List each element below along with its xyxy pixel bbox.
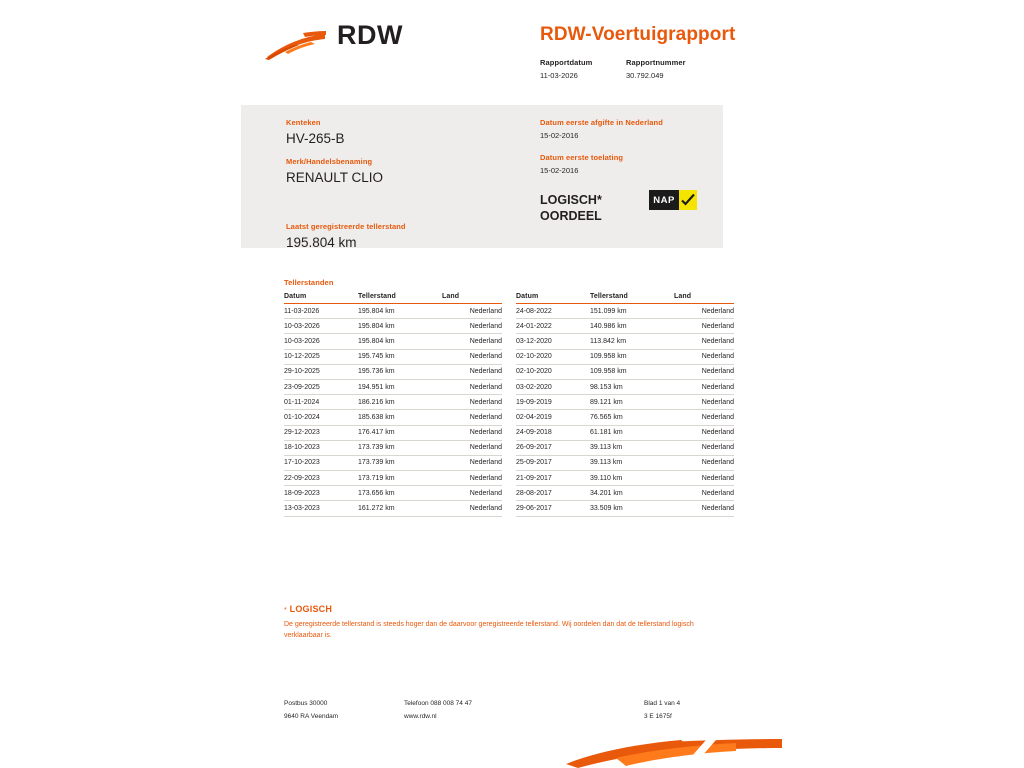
column-header-odometer: Tellerstand [590,293,674,304]
cell-country: Nederland [674,379,734,394]
column-header-country: Land [674,293,734,304]
summary-left-column [286,118,516,261]
footer-form-code: 3 E 1675f [644,713,672,720]
meta-label: Rapportdatum [540,58,593,67]
cell-date: 03-02-2020 [516,379,590,394]
footer-address-line-2: 9640 RA Veendam [284,713,339,720]
table-header-row [516,293,734,304]
cell-date: 18-10-2023 [284,440,358,455]
cell-odometer: 161.272 km [358,501,442,516]
cell-date: 19-09-2019 [516,395,590,410]
cell-odometer: 109.958 km [590,349,674,364]
cell-odometer: 195.804 km [358,319,442,334]
cell-country: Nederland [674,334,734,349]
cell-odometer: 39.113 km [590,440,674,455]
cell-country: Nederland [442,349,502,364]
cell-date: 23-09-2025 [284,379,358,394]
cell-date: 26-09-2017 [516,440,590,455]
cell-odometer: 33.509 km [590,501,674,516]
rdw-logo [265,20,403,64]
cell-odometer: 34.201 km [590,486,674,501]
footnote-text: De geregistreerde tellerstand is steeds hoger dan de daarvoor geregistreerde tellerstand. Wij oordelen dan dat de tellerstand logisch verklaarbaar is. [284,621,694,639]
cell-odometer: 195.804 km [358,334,442,349]
table-row [516,425,734,440]
cell-odometer: 173.719 km [358,471,442,486]
cell-country: Nederland [674,440,734,455]
cell-country: Nederland [442,395,502,410]
table-row [516,364,734,379]
table-row [516,395,734,410]
cell-date: 29-12-2023 [284,425,358,440]
column-header-odometer: Tellerstand [358,293,442,304]
cell-date: 21-09-2017 [516,471,590,486]
first-admission-label: Datum eerste toelating [540,153,624,162]
cell-country: Nederland [442,334,502,349]
footer-address-line-1: Postbus 30000 [284,700,328,707]
table-row [284,455,502,470]
footnote-block [284,604,714,642]
table-row [516,379,734,394]
cell-country: Nederland [442,486,502,501]
cell-country: Nederland [442,425,502,440]
rdw-swoosh-footer-icon [556,738,786,768]
footer-page-number: Blad 1 van 4 [644,700,681,707]
table-row [516,349,734,364]
first-issue-nl-label: Datum eerste afgifte in Nederland [540,118,663,127]
footer-row [284,700,734,707]
meta-value: 30.792.049 [626,71,664,80]
cell-country: Nederland [674,425,734,440]
cell-country: Nederland [674,410,734,425]
table-row [284,379,502,394]
check-icon [679,191,697,209]
first-admission-value: 15-02-2016 [540,166,579,175]
column-header-country: Land [442,293,502,304]
cell-date: 25-09-2017 [516,455,590,470]
odometer-readings-section [284,278,734,517]
cell-odometer: 39.110 km [590,471,674,486]
verdict-line-1: LOGISCH* [540,193,602,207]
cell-date: 02-04-2019 [516,410,590,425]
cell-country: Nederland [674,304,734,319]
cell-odometer: 39.113 km [590,455,674,470]
table-row [284,486,502,501]
cell-date: 02-10-2020 [516,364,590,379]
cell-odometer: 113.842 km [590,334,674,349]
table-row [284,304,502,319]
table-row [516,319,734,334]
cell-date: 03-12-2020 [516,334,590,349]
cell-country: Nederland [674,471,734,486]
table-row [516,455,734,470]
make-model-value: RENAULT CLIO [286,170,384,185]
cell-odometer: 89.121 km [590,395,674,410]
table-row [516,334,734,349]
cell-country: Nederland [442,471,502,486]
cell-odometer: 76.565 km [590,410,674,425]
cell-odometer: 195.745 km [358,349,442,364]
table-row [516,471,734,486]
rdw-logo-text: RDW [337,20,403,50]
verdict-line-2: OORDEEL [540,208,602,223]
cell-date: 10-12-2025 [284,349,358,364]
cell-country: Nederland [442,410,502,425]
odometer-readings-title: Tellerstanden [284,278,334,287]
footer-website[interactable]: www.rdw.nl [404,713,437,720]
cell-country: Nederland [442,440,502,455]
cell-country: Nederland [674,395,734,410]
cell-date: 11-03-2026 [284,304,358,319]
cell-odometer: 151.099 km [590,304,674,319]
report-title: RDW-Voertuigrapport [540,24,736,45]
cell-country: Nederland [674,455,734,470]
footnote-title [284,604,714,614]
summary-right-column [540,118,720,188]
cell-country: Nederland [442,379,502,394]
cell-date: 24-01-2022 [516,319,590,334]
table-row [284,440,502,455]
last-odometer-value: 195.804 km [286,235,357,250]
table-row [516,304,734,319]
cell-country: Nederland [674,501,734,516]
meta-label: Rapportnummer [626,58,686,67]
table-row [284,364,502,379]
cell-date: 17-10-2023 [284,455,358,470]
cell-country: Nederland [674,486,734,501]
vehicle-summary-panel [241,105,723,248]
cell-country: Nederland [442,319,502,334]
cell-country: Nederland [442,501,502,516]
report-meta [540,58,690,80]
table-row [284,319,502,334]
last-odometer-label: Laatst geregistreerde tellerstand [286,222,406,231]
cell-date: 18-09-2023 [284,486,358,501]
cell-country: Nederland [674,319,734,334]
footer-phone: Telefoon 088 008 74 47 [404,700,472,707]
cell-date: 24-09-2018 [516,425,590,440]
document-footer [284,700,734,726]
cell-odometer: 195.804 km [358,304,442,319]
cell-date: 10-03-2026 [284,334,358,349]
cell-odometer: 61.181 km [590,425,674,440]
cell-country: Nederland [442,455,502,470]
verdict-block [540,193,602,224]
cell-country: Nederland [674,364,734,379]
cell-date: 10-03-2026 [284,319,358,334]
table-row [284,471,502,486]
nap-label: NAP [649,190,679,210]
column-header-date: Datum [516,293,590,304]
footer-row [284,713,734,720]
cell-date: 01-11-2024 [284,395,358,410]
cell-date: 28-08-2017 [516,486,590,501]
cell-odometer: 186.216 km [358,395,442,410]
cell-odometer: 195.736 km [358,364,442,379]
license-plate-value: HV-265-B [286,131,345,146]
cell-odometer: 173.739 km [358,455,442,470]
cell-date: 29-10-2025 [284,364,358,379]
rdw-swoosh-logo-icon [265,30,327,60]
cell-country: Nederland [674,349,734,364]
footnote-star: * [284,607,287,614]
cell-country: Nederland [442,304,502,319]
cell-date: 29-06-2017 [516,501,590,516]
table-row [284,501,502,516]
table-row [284,349,502,364]
license-plate-label: Kenteken [286,118,321,127]
cell-date: 24-08-2022 [516,304,590,319]
table-header-row [284,293,502,304]
nap-badge [649,190,697,210]
cell-odometer: 173.739 km [358,440,442,455]
meta-value: 11-03-2026 [540,71,578,80]
table-row [284,395,502,410]
table-row [516,486,734,501]
make-model-label: Merk/Handelsbenaming [286,157,373,166]
table-row [516,501,734,516]
cell-odometer: 109.958 km [590,364,674,379]
document-header [0,0,1024,96]
cell-date: 13-03-2023 [284,501,358,516]
table-row [284,425,502,440]
table-row [284,334,502,349]
meta-report-date [540,58,604,80]
odometer-table-left [284,293,502,517]
cell-country: Nederland [442,364,502,379]
first-issue-nl-value: 15-02-2016 [540,131,579,140]
cell-odometer: 98.153 km [590,379,674,394]
cell-odometer: 194.951 km [358,379,442,394]
table-row [516,440,734,455]
cell-odometer: 176.417 km [358,425,442,440]
cell-date: 01-10-2024 [284,410,358,425]
cell-date: 22-09-2023 [284,471,358,486]
cell-odometer: 185.638 km [358,410,442,425]
odometer-table-right [516,293,734,517]
column-header-date: Datum [284,293,358,304]
cell-odometer: 173.656 km [358,486,442,501]
table-row [516,410,734,425]
meta-report-number [626,58,690,80]
cell-date: 02-10-2020 [516,349,590,364]
table-row [284,410,502,425]
cell-odometer: 140.986 km [590,319,674,334]
footnote-title-text: LOGISCH [289,604,333,614]
